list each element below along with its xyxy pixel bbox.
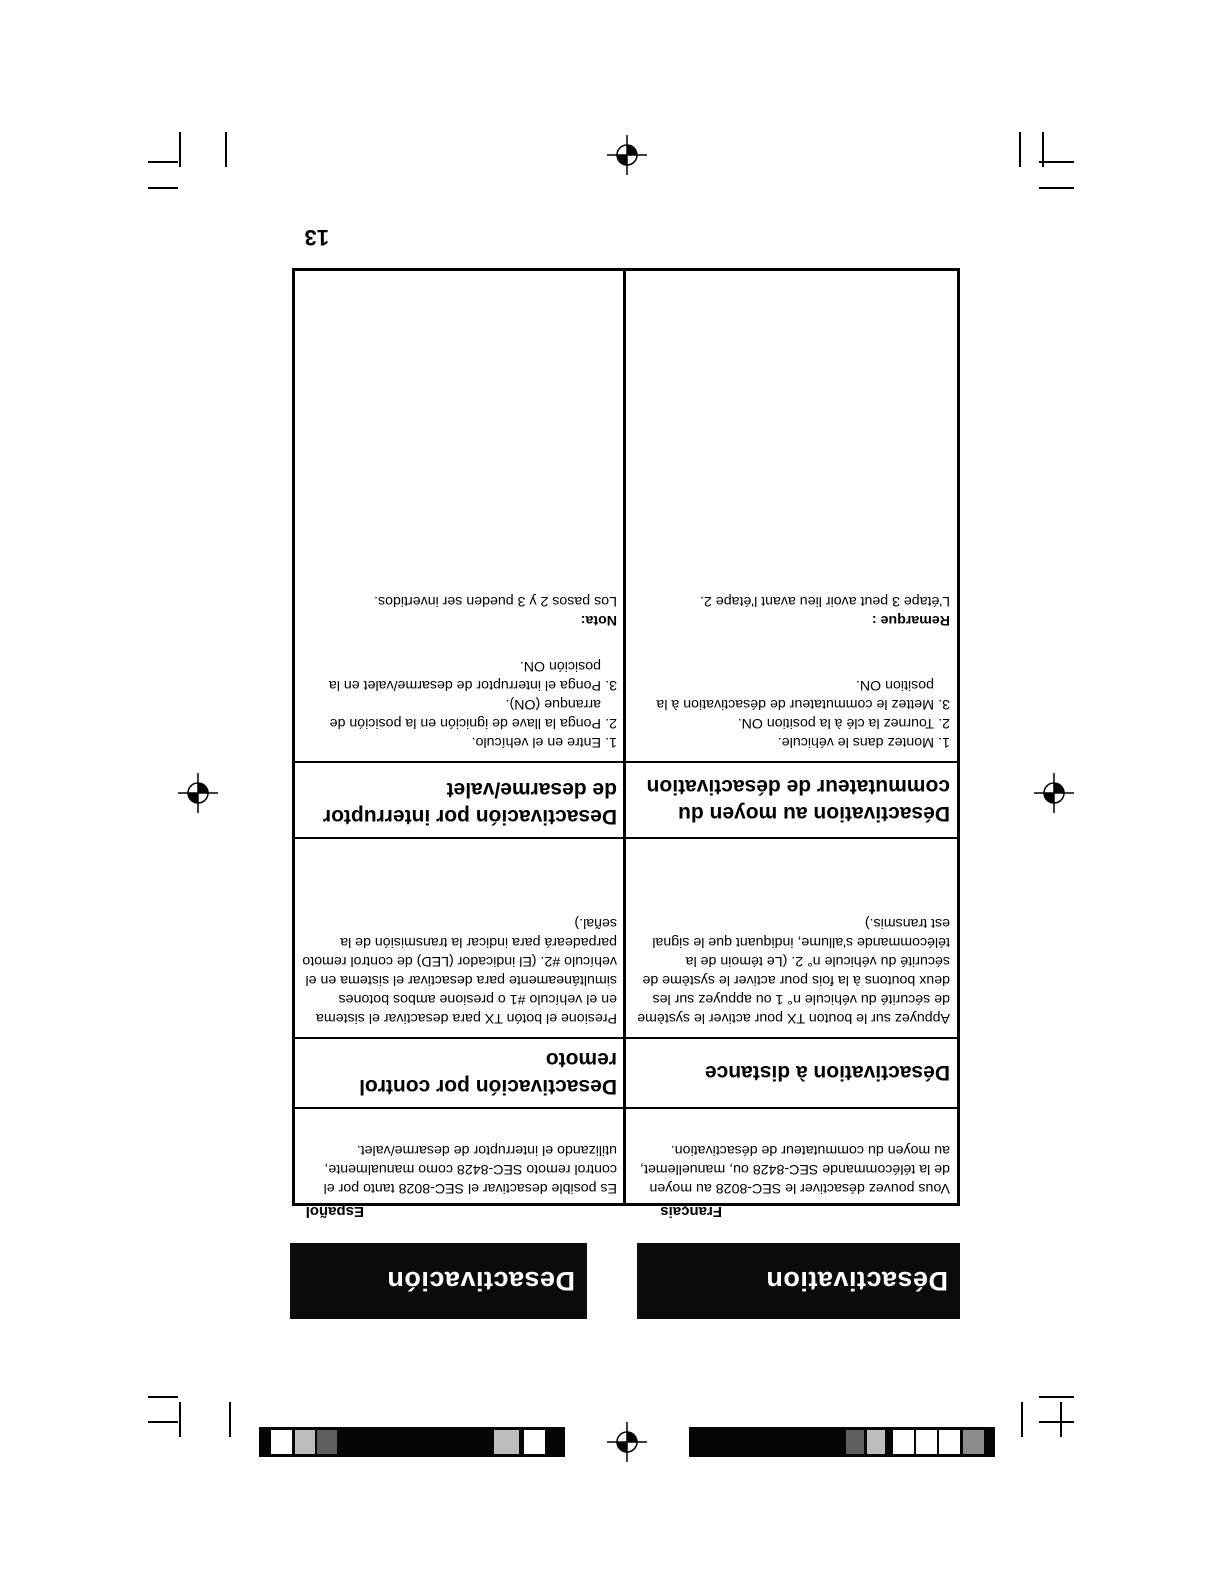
crop-mark	[180, 1402, 182, 1437]
row-divider	[626, 761, 957, 763]
crop-mark	[180, 132, 182, 167]
step-number: 3.	[938, 696, 950, 712]
list-item	[632, 713, 950, 732]
note-heading: Nota:	[580, 612, 617, 628]
step-text: Ponga el interruptor de desarme/valet en la posición ON.	[328, 658, 601, 693]
note-francais	[632, 591, 950, 629]
crop-mark	[148, 1422, 178, 1424]
crop-mark	[1039, 162, 1074, 164]
crop-mark	[230, 1402, 232, 1437]
column-divider	[623, 271, 626, 1203]
step-number: 1.	[938, 734, 950, 750]
white-swatch	[271, 1430, 292, 1454]
step-number: 2.	[938, 715, 950, 731]
white-swatch	[893, 1430, 914, 1454]
crop-mark	[1020, 132, 1022, 167]
intro-text-francais: Vous pouvez désactiver le SEC-8028 au moyen de la télécommande SEC-8428 ou, manuellemet, au moyen du commutateur de désactivation.	[640, 1142, 950, 1196]
note-text: Los pasos 2 y 3 pueden ser invertidos.	[374, 593, 617, 609]
content-table	[292, 268, 960, 1206]
list-item	[299, 694, 617, 732]
color-bar-left	[689, 1427, 995, 1457]
steps-list-espanol	[299, 656, 617, 751]
step-number: 1.	[605, 734, 617, 750]
crop-mark	[1043, 132, 1045, 167]
color-bar-right	[259, 1427, 565, 1457]
intro-text-espanol: Es posible desactivar el SEC-8028 tanto por el control remoto SEC-8428 como manualmente, utilizando el interruptor de desarme/valet.	[323, 1142, 617, 1196]
gray-swatch	[494, 1430, 519, 1454]
language-label-espanol: Español	[305, 1203, 364, 1220]
note-espanol	[299, 591, 617, 629]
registration-mark-icon	[607, 1422, 647, 1462]
row-divider	[292, 761, 623, 763]
switch-heading-francais: Désactivation au moyen du commutateur de désactivation	[646, 775, 950, 825]
white-swatch	[524, 1430, 545, 1454]
language-label-francais: Français	[660, 1203, 722, 1220]
step-text: Entre en el vehículo.	[471, 734, 601, 750]
list-item	[299, 656, 617, 694]
registration-mark-icon	[1034, 773, 1074, 813]
note-text: L'étape 3 peut avoir lieu avant l'étape 2.	[700, 593, 950, 609]
gray-swatch	[846, 1430, 864, 1454]
crop-mark	[148, 1397, 178, 1399]
list-item	[299, 732, 617, 751]
step-text: Montez dans le véhicule.	[777, 734, 934, 750]
switch-heading-espanol: Desactivación por interruptor de desarme/valet	[322, 778, 617, 828]
gray-swatch	[317, 1430, 337, 1454]
section-header-espanol: Desactivación	[290, 1243, 587, 1319]
row-divider	[626, 1037, 957, 1039]
gray-swatch	[867, 1430, 885, 1454]
steps-list-francais	[632, 675, 950, 751]
list-item	[632, 732, 950, 751]
crop-mark	[226, 132, 228, 167]
step-text: Tournez la clé à la position ON.	[737, 715, 934, 731]
note-heading: Remarque :	[871, 612, 950, 628]
gray-swatch	[295, 1430, 315, 1454]
step-number: 3.	[605, 677, 617, 693]
list-item	[632, 675, 950, 713]
white-swatch	[916, 1430, 937, 1454]
row-divider	[292, 1037, 623, 1039]
step-text: Ponga la llave de ignición en la posición de arranque (ON).	[329, 696, 601, 731]
crop-mark	[148, 162, 178, 164]
step-text: Mettez le commutateur de désactivation à la position ON.	[656, 677, 934, 712]
section-header-francais: Désactivation	[637, 1243, 960, 1319]
registration-mark-icon	[178, 773, 218, 813]
crop-mark	[1039, 1397, 1074, 1399]
crop-mark	[148, 188, 178, 190]
page-number: 13	[304, 225, 329, 250]
row-divider	[292, 1107, 623, 1109]
crop-mark	[1022, 1402, 1024, 1437]
remote-heading-espanol: Desactivación por control remoto	[359, 1048, 617, 1098]
row-divider	[626, 1107, 957, 1109]
row-divider	[292, 837, 623, 839]
crop-mark	[1061, 1402, 1063, 1437]
white-swatch	[939, 1430, 960, 1454]
remote-body-francais: Appuyez sur le bouton TX pour activer le système de sécurité du véhicule n° 1 ou appuyez sur les deux boutons à la fois pour activer le système de sécurité du véhicule n° 2. (Le témoin de la télécommande s'allume, indiquant que le signal est transmis.)	[637, 915, 950, 1026]
row-divider	[626, 837, 957, 839]
crop-mark	[1039, 188, 1074, 190]
remote-heading-francais: Désactivation à distance	[704, 1061, 950, 1084]
remote-body-espanol: Presione el botón TX para desactivar el sistema en el vehículo #1 o presione ambos botones simultáneamente para desactivar el sistema en el vehículo #2. (El indicador (LED) de control remoto parpadeará para indicar la transmisión de la señal.)	[302, 915, 617, 1026]
registration-mark-icon	[607, 135, 647, 175]
step-number: 2.	[605, 715, 617, 731]
crop-mark	[1039, 1422, 1074, 1424]
gray-swatch	[963, 1430, 984, 1454]
